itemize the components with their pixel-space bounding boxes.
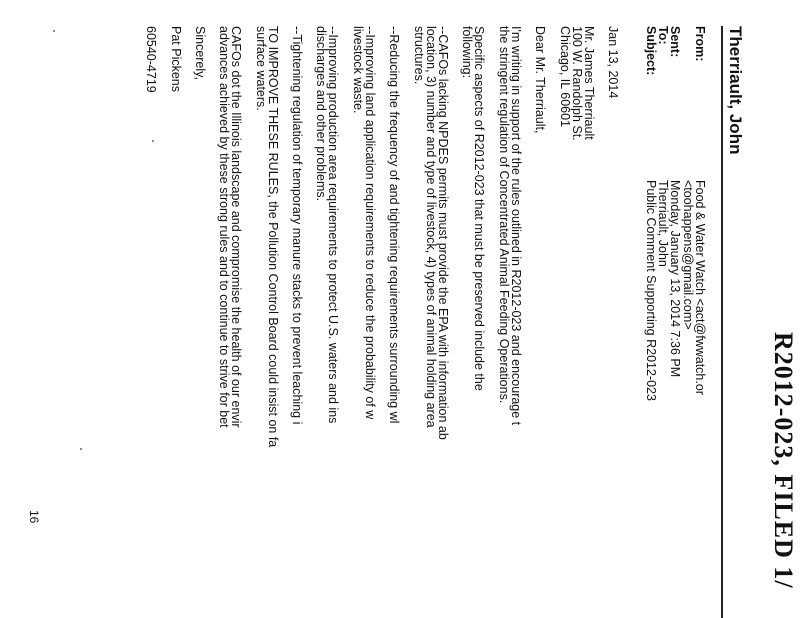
- from-value: Food & Water Watch <act@fwwatch.or: [693, 180, 707, 395]
- scan-speck: [53, 30, 55, 32]
- address-line: Chicago, IL 60601: [558, 26, 572, 128]
- scan-speck: [152, 140, 154, 142]
- email-author-heading: Therriault, John: [721, 26, 745, 618]
- from-label: From:: [693, 26, 707, 62]
- bullet-line: --CAFOs lacking NPDES permits must provide the EPA with information ab: [436, 26, 450, 440]
- salutation: Dear Mr. Therriault,: [533, 26, 547, 134]
- bullet-line: structures.: [412, 26, 426, 85]
- sent-value: Monday, January 13, 2014 7:36 PM: [668, 180, 682, 378]
- bullet-line: livestock waste.: [351, 26, 365, 114]
- letter-date: Jan 13, 2014: [606, 26, 620, 99]
- address-line: 100 W. Randolph St.: [570, 26, 584, 141]
- signoff: Sincerely,: [193, 26, 207, 80]
- aspects-intro-line: Specific aspects of R2012-023 that must be preserved include the: [472, 26, 486, 391]
- closing-line: advances achieved by these strong rules and to continue to strive for bet: [217, 26, 231, 428]
- improve-line: surface waters.: [254, 26, 268, 111]
- bullet-line: --Improving production area requirements to protect U.S. waters and ins: [326, 26, 340, 424]
- to-value: Therriault, John: [656, 180, 670, 267]
- intro-line: I'm writing in support of the rules outlined in R2012-023 and encourage t: [509, 26, 523, 426]
- bullet-line: discharges and other problems.: [314, 26, 328, 202]
- page-number: 16: [27, 510, 41, 524]
- bullet-line: --Tightening regulation of temporary manure stacks to prevent leaching i: [290, 26, 304, 425]
- improve-line: TO IMPROVE THESE RULES, the Pollution Control Board could insist on fa: [266, 26, 280, 448]
- bullet-line: location, 3) number and type of livestock, 4) types of animal holding area: [424, 26, 438, 428]
- from-email: <toohappens@gmail.com>: [681, 180, 695, 330]
- address-line: Mr. James Therriault: [582, 26, 596, 140]
- bullet-line: --Improving land application requirements to reduce the probability of w: [363, 26, 377, 420]
- sent-label: Sent:: [668, 26, 682, 58]
- closing-line: CAFOs dot the Illinois landscape and compromise the health of our envir: [229, 26, 243, 428]
- signer-zip: 60540-4719: [144, 26, 158, 93]
- scan-speck: [80, 448, 82, 450]
- aspects-intro-line: following:: [460, 26, 474, 79]
- filing-stamp: R2012-023, FILED 1/: [769, 332, 798, 589]
- to-label: To:: [656, 26, 670, 45]
- subject-value: Public Comment Supporting R2012-023: [644, 180, 658, 401]
- intro-line: the stringent regulation of Concentrated Animal Feeding Operations.: [497, 26, 511, 404]
- subject-label: Subject:: [644, 26, 658, 76]
- bullet-line: --Reducing the frequency of and tightening requirements surrounding wl: [387, 26, 401, 424]
- signer-name: Pat Pickens: [169, 26, 183, 93]
